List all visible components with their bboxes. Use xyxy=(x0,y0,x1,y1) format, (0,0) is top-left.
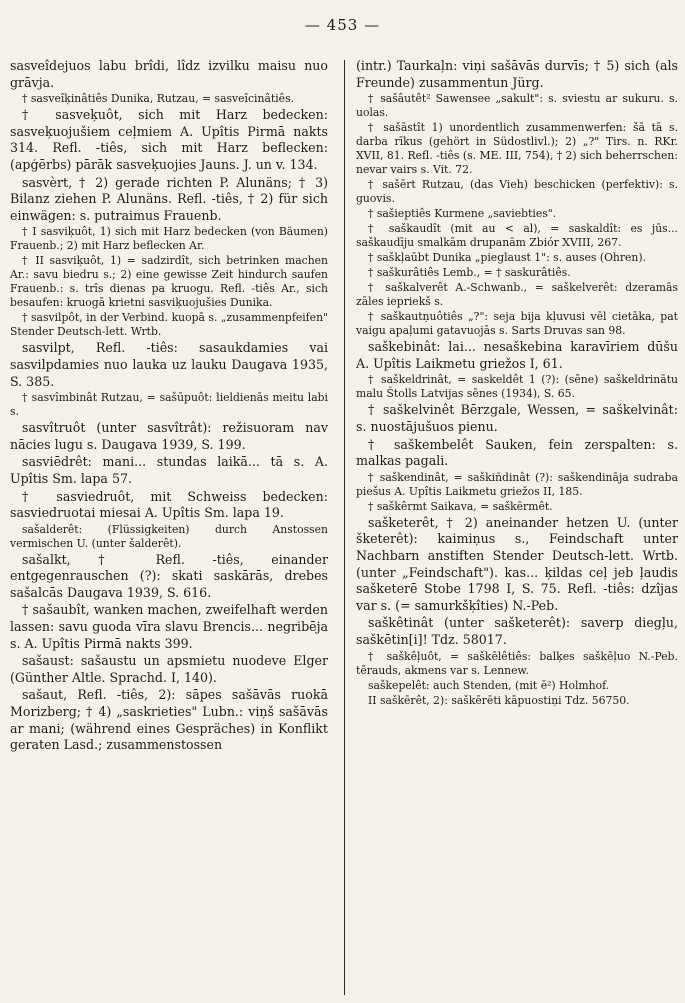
dictionary-entry: † saškendinât, = saškiñdinât (?): saškendināja sudraba piešus A. Upîtis Laikmetu griežos II, 185. xyxy=(356,470,678,498)
dictionary-entry: † saškalverêt A.-Schwanb., = saškelverêt: dzeramās zāles iepriekš s. xyxy=(356,281,678,309)
column-divider xyxy=(344,60,345,995)
dictionary-entry: † sašâutêt² Sawensee „sakult": s. sviestu ar sukuru. s. uolas. xyxy=(356,92,678,120)
dictionary-entry: † saškļaūbt Dunika „pieglaust 1": s. auses (Ohren). xyxy=(368,251,647,265)
dictionary-entry: sasviēdrêt: mani... stundas laikā... tā s. A. Upîtis Sm. lapa 57. xyxy=(10,454,328,486)
dictionary-entry: † saškeldrinât, = saskeldêt 1 (?): (sēne) saškeldrinātu malu Štolls Latvijas sēnes (1934), S. 65. xyxy=(356,373,678,401)
dictionary-entry: sasvèrt, † 2) gerade richten P. Alunäns; † 3) Bilanz ziehen P. Alunäns. Refl. -tiês, † 2) für sich einwägen: s. putraimus Frauenb. xyxy=(10,174,328,223)
dictionary-entry: sasvîtruôt (unter sasvîtrât): režisuoram nav nācies lugu s. Daugava 1939, S. 199. xyxy=(10,420,328,452)
left-column xyxy=(10,58,328,755)
dictionary-entry: † sasvîmbinât Rutzau, = sašūpuôt: lieldienās meitu labi s. xyxy=(10,391,328,419)
dictionary-entry: sašketerêt, † 2) aneinander hetzen U. (unter šketerêt): kaimiņus s., Feindschaft unter Nachbarn anstiften Stender Deutsch-lett. Wrtb. (unter „Feindschaft"). kas... ķildas ceļ jeb ļaudis sašketerē Stobe 1798 I, S. 75. Refl. -tiês: dzîjas var s. (= samurkšķîties) N.-Peb. xyxy=(356,514,678,613)
dictionary-entry: † I sasviķuôt, 1) sich mit Harz bedecken (von Bäumen) Frauenb.; 2) mit Harz beflecken Ar. xyxy=(10,225,328,253)
dictionary-entry: sasvilpt, Refl. -tiês: sasaukdamies vai sasvilpdamies nuo lauka uz lauku Daugava 1935, S. 385. xyxy=(10,340,328,389)
dictionary-entry: saškebinât: lai... nesaškebina karavīriem dūšu A. Upîtis Laikmetu griežos I, 61. xyxy=(356,339,678,371)
dictionary-entry: † sašieptiês Kurmene „saviebties". xyxy=(368,207,557,221)
dictionary-entry: † sašaubît, wanken machen, zweifelhaft werden lassen: savu guoda vīra slavu Brencis... negribēja s. A. Upîtis Pirmā nakts 399. xyxy=(10,602,328,651)
dictionary-entry: † sasveķuôt, sich mit Harz bedecken: sasveķuojušiem ceļmiem A. Upîtis Pirmā nakts 314. Refl. -tiês, sich mit Harz beflecken: (apģērbs) pārāk sasveķuojies Jauns. J. un v. 134. xyxy=(10,107,328,172)
dictionary-entry: † II sasviķuôt, 1) = sadzirdît, sich betrinken machen Ar.: savu biedru s.; 2) eine gewisse Zeit hindurch saufen Frauenb.: s. trîs dienas pa kruogu. Refl. -tiês Ar., sich besaufen: kruogā krietni sasviķuojušies Dunika. xyxy=(10,254,328,310)
dictionary-entry: sasveîdejuos labu brîdi, lîdz izvilku maisu nuo grāvja. xyxy=(10,58,328,90)
dictionary-entry: † sasveîķinâtiês Dunika, Rutzau, = sasveîcinâtiês. xyxy=(22,92,295,106)
dictionary-entry: † saškembelêt Sauken, fein zerspalten: s. malkas pagali. xyxy=(356,436,678,469)
page-number: — 453 — xyxy=(304,16,381,34)
dictionary-entry: † sašāstît 1) unordentlich zusammenwerfen: šā tā s. darba rīkus (gehört in Südostlivl.); 2) „?" Tirs. n. RKr. XVII, 81. Refl. -tiês (s. ME. III, 754), † 2) sich beherrschen: nevar vairs s. Vit. 72. xyxy=(356,121,678,177)
dictionary-entry: † saškelvinêt Bērzgale, Wessen, = saškelvinât: s. nuostājušuos pienu. xyxy=(356,402,678,434)
dictionary-entry: saškêtinât (unter sašketerêt): saverp diegļu, saškētin[i]! Tdz. 58017. xyxy=(356,615,678,647)
dictionary-entry: † sašērt Rutzau, (das Vieh) beschicken (perfektiv): s. guovis. xyxy=(356,178,678,206)
dictionary-entry: † sasviedruôt, mit Schweiss bedecken: sasviedruotai miesai A. Upîtis Sm. lapa 19. xyxy=(10,488,328,521)
dictionary-entry: saškepelêt: auch Stenden, (mit ē²) Holmhof. xyxy=(368,678,610,692)
dictionary-entry: † saškêrmt Saikava, = saškērmêt. xyxy=(368,499,553,513)
dictionary-entry: II saškērêt, 2): saškērēti kāpuostiņi Tdz. 56750. xyxy=(368,693,630,707)
dictionary-entry: sašalkt, † Refl. -tiês, einander entgegenrauschen (?): skati saskārās, drebes sašalcās Daugava 1939, S. 616. xyxy=(10,551,328,600)
dictionary-entry: (intr.) Taurkaļn: viņi sašāvās durvīs; † 5) sich (als Freunde) zusammentun Jürg. xyxy=(356,58,678,90)
dictionary-entry: † sasvilpôt, in der Verbind. kuopā s. „zusammenpfeifen" Stender Deutsch-lett. Wrtb. xyxy=(10,311,328,339)
dictionary-entry: † saškautņuôtiês „?": seja bija kļuvusi vēl cietāka, pat vaigu apaļumi gatavuojās s. Sarts Druvas san 98. xyxy=(356,310,678,338)
dictionary-entry: sašaut, Refl. -tiês, 2): sāpes sašāvās ruokā Morizberg; † 4) „saskrieties" Lubn.: viņš sašāvās ar mani; (während eines Gespräches) in Konflikt geraten Lasd.; zusammenstossen xyxy=(10,687,328,753)
dictionary-entry: † saškaudît (mit au < al), = saskaldît: es jūs... saškaudīju smalkām drupanām Zbiór XVIII, 267. xyxy=(356,222,678,250)
dictionary-entry: † saškêļuôt, = saškēlêtiês: balķes saškēļuo N.-Peb. tērauds, akmens var s. Lennew. xyxy=(356,649,678,677)
dictionary-entry: sašalderêt: (Flüssigkeiten) durch Anstossen vermischen U. (unter šalderêt). xyxy=(10,522,328,550)
right-column xyxy=(356,58,678,709)
dictionary-entry: † saškurâtiês Lemb., = † saskurâtiês. xyxy=(368,266,571,280)
dictionary-entry: sašaust: sašaustu un apsmietu nuodeve Elger (Günther Altle. Sprachd. I, 140). xyxy=(10,653,328,685)
